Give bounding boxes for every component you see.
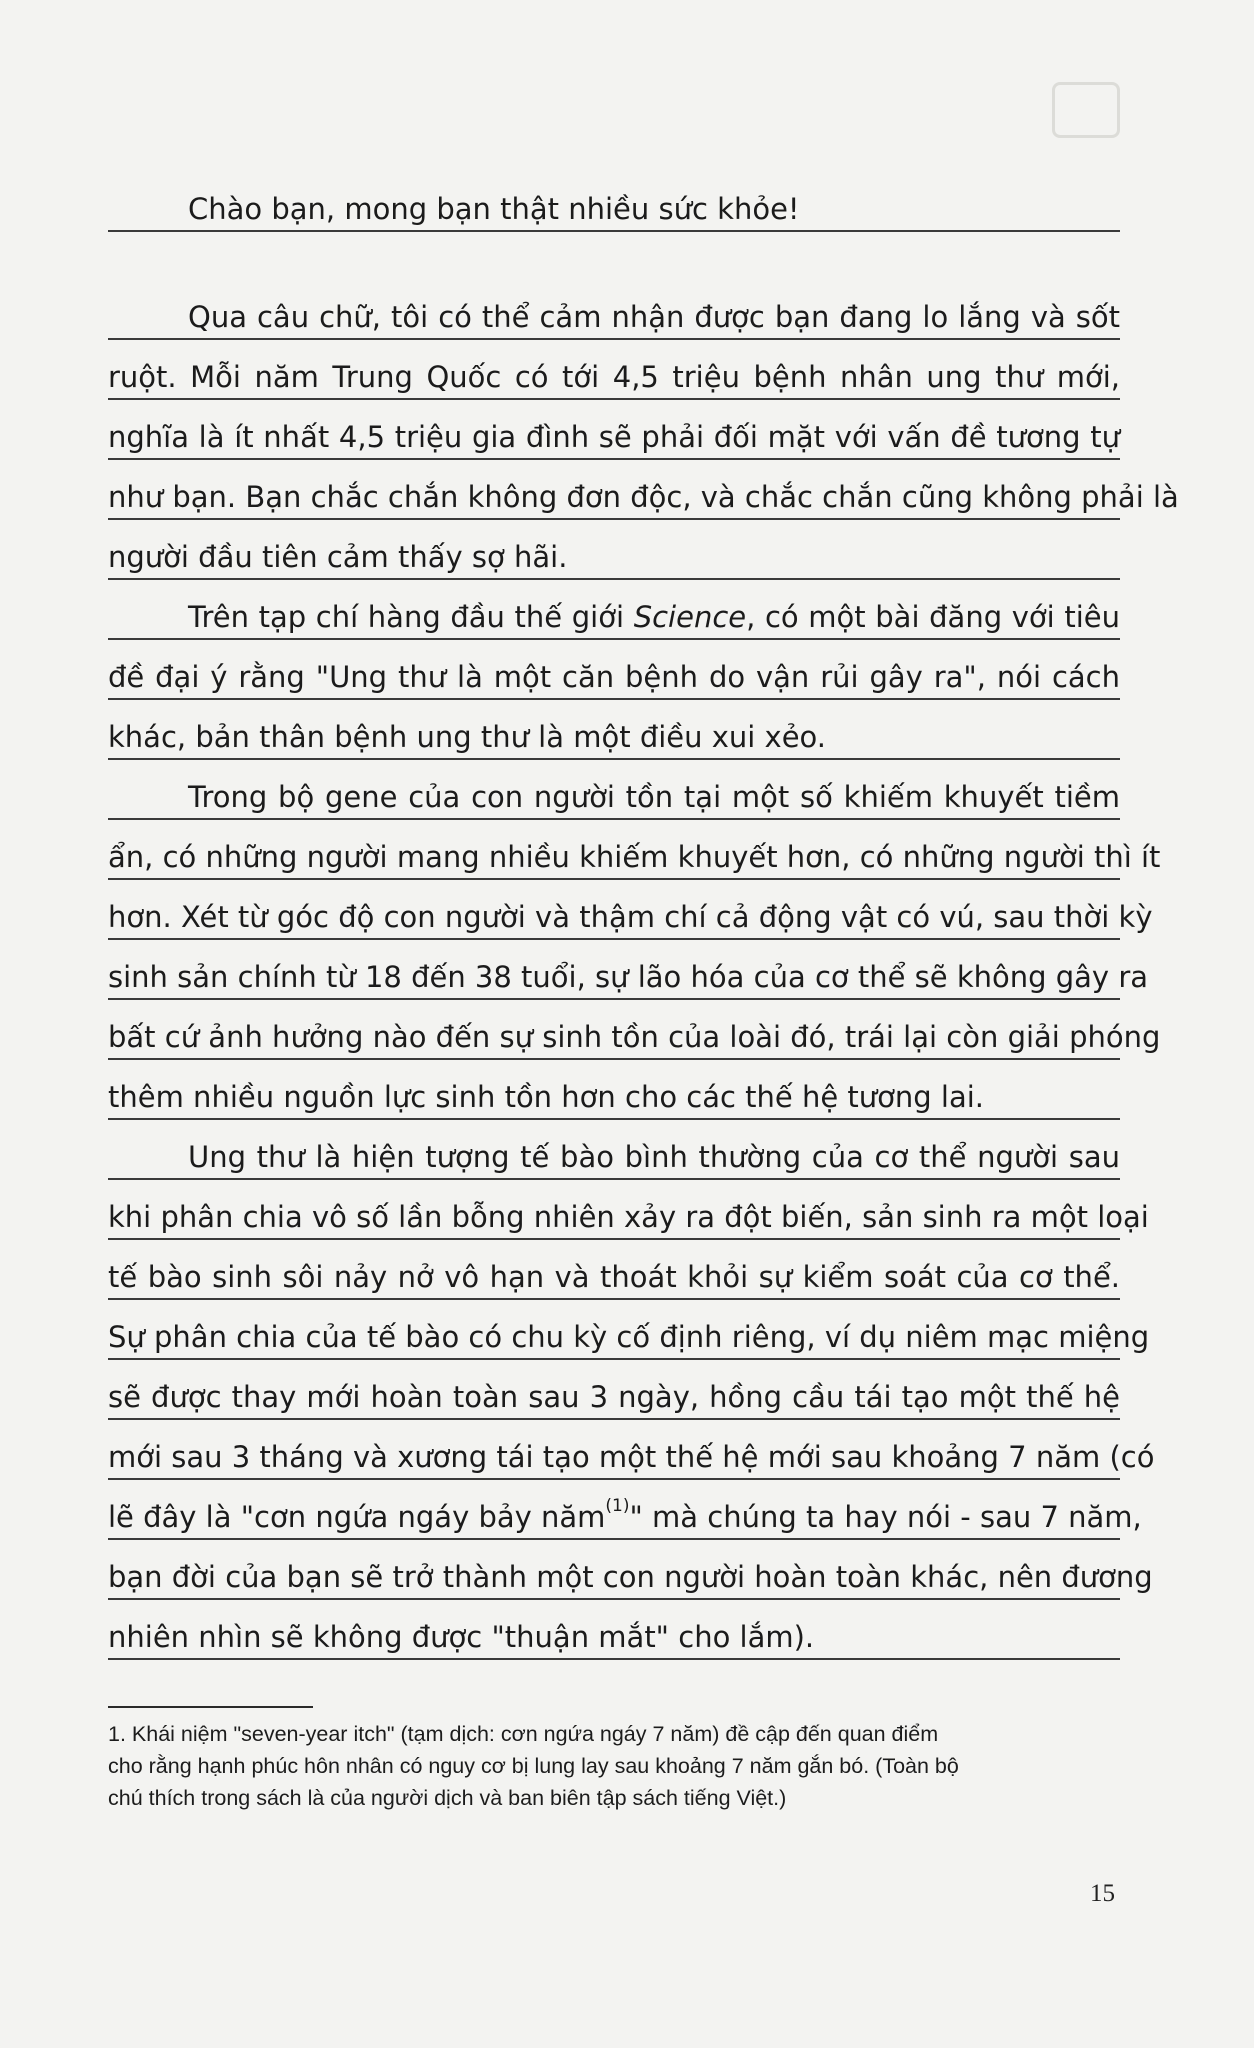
text-line (108, 760, 1120, 820)
footnote-line: chú thích trong sách là của người dịch và ban biên tập sách tiếng Việt.) (108, 1786, 787, 1810)
footnote (108, 1718, 1120, 1814)
text-line (108, 1480, 1142, 1540)
text-line (108, 172, 1120, 232)
line-text: ruột. Mỗi năm Trung Quốc có tới 4,5 triệu bệnh nhân ung thư mới, (108, 360, 1120, 394)
journal-name: Science (633, 600, 747, 634)
paragraph-gap (108, 232, 1120, 280)
line-text: hơn. Xét từ góc độ con người và thậm chí cả động vật có vú, sau thời kỳ (108, 900, 1153, 934)
text-line (108, 520, 1120, 580)
bleed-through-logo (1052, 82, 1120, 138)
footnote-marker: (1) (605, 1496, 630, 1516)
line-text (108, 1496, 1142, 1534)
line-text: Chào bạn, mong bạn thật nhiều sức khỏe! (188, 192, 800, 226)
text-line (108, 1420, 1155, 1480)
line-text: Trong bộ gene của con người tồn tại một số khiếm khuyết tiềm (188, 780, 1120, 814)
line-text: tế bào sinh sôi nảy nở vô hạn và thoát khỏi sự kiểm soát của cơ thể. (108, 1260, 1120, 1294)
footnote-line: cho rằng hạnh phúc hôn nhân có nguy cơ bị lung lay sau khoảng 7 năm gắn bó. (Toàn bộ (108, 1754, 959, 1778)
text-line (108, 400, 1120, 460)
line-text: Qua câu chữ, tôi có thể cảm nhận được bạn đang lo lắng và sốt (188, 300, 1120, 334)
text-line (108, 1240, 1120, 1300)
text-line (108, 340, 1120, 400)
text-line (108, 940, 1149, 1000)
footnote-line: 1. Khái niệm "seven-year itch" (tạm dịch: cơn ngứa ngáy 7 năm) đề cập đến quan điểm (108, 1722, 939, 1746)
line-text: bất cứ ảnh hưởng nào đến sự sinh tồn của loài đó, trái lại còn giải phóng (108, 1020, 1161, 1054)
text-line (108, 640, 1120, 700)
text-line (108, 1180, 1149, 1240)
line-text: khác, bản thân bệnh ung thư là một điều xui xẻo. (108, 720, 826, 754)
text-line (108, 700, 1120, 760)
text-line (108, 460, 1179, 520)
body-text (108, 172, 1179, 1660)
line-text: Ung thư là hiện tượng tế bào bình thường của cơ thể người sau (188, 1140, 1120, 1174)
line-text: khi phân chia vô số lần bỗng nhiên xảy ra đột biến, sản sinh ra một loại (108, 1200, 1149, 1234)
text-line (108, 1540, 1153, 1600)
line-text-part: Trên tạp chí hàng đầu thế giới (188, 600, 634, 634)
line-text-part: lẽ đây là "cơn ngứa ngáy bảy năm (108, 1500, 606, 1534)
line-text: mới sau 3 tháng và xương tái tạo một thế hệ mới sau khoảng 7 năm (có (108, 1440, 1155, 1474)
line-text (108, 600, 1120, 634)
line-text: đề đại ý rằng "Ung thư là một căn bệnh do vận rủi gây ra", nói cách (108, 660, 1120, 694)
line-text: bạn đời của bạn sẽ trở thành một con người hoàn toàn khác, nên đương (108, 1560, 1153, 1594)
text-line (108, 280, 1120, 340)
line-text: ẩn, có những người mang nhiều khiếm khuyết hơn, có những người thì ít (108, 840, 1161, 874)
line-text: Sự phân chia của tế bào có chu kỳ cố định riêng, ví dụ niêm mạc miệng (108, 1320, 1150, 1354)
text-line (108, 880, 1153, 940)
footnote-divider (108, 1706, 313, 1708)
line-text-part: , có một bài đăng với tiêu (746, 600, 1120, 634)
line-text: sẽ được thay mới hoàn toàn sau 3 ngày, hồng cầu tái tạo một thế hệ (108, 1380, 1120, 1414)
line-text: nghĩa là ít nhất 4,5 triệu gia đình sẽ phải đối mặt với vấn đề tương tự (108, 420, 1120, 454)
text-line (108, 1300, 1150, 1360)
line-text: nhiên nhìn sẽ không được "thuận mắt" cho lắm). (108, 1620, 815, 1654)
text-line (108, 1000, 1161, 1060)
line-text: người đầu tiên cảm thấy sợ hãi. (108, 540, 568, 574)
text-line (108, 1600, 1120, 1660)
text-line (108, 1060, 1120, 1120)
line-text: sinh sản chính từ 18 đến 38 tuổi, sự lão hóa của cơ thể sẽ không gây ra (108, 960, 1149, 994)
text-line (108, 1120, 1120, 1180)
page-number: 15 (1090, 1880, 1115, 1907)
line-text: như bạn. Bạn chắc chắn không đơn độc, và chắc chắn cũng không phải là (108, 480, 1179, 514)
text-line (108, 1360, 1120, 1420)
text-line (108, 820, 1161, 880)
line-text-part: " mà chúng ta hay nói - sau 7 năm, (629, 1500, 1142, 1534)
line-text: thêm nhiều nguồn lực sinh tồn hơn cho các thế hệ tương lai. (108, 1080, 985, 1114)
text-line (108, 580, 1120, 640)
